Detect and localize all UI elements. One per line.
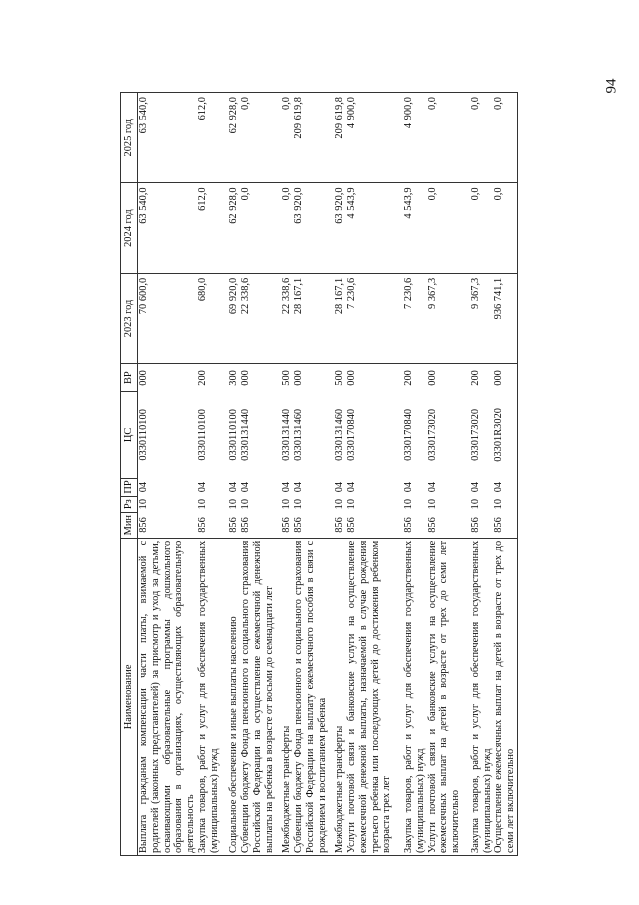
row-min: 856: [196, 517, 208, 533]
row-cs: 0330110100: [196, 409, 208, 461]
row-2023: 22 338,6: [240, 273, 281, 363]
table-row: [240, 93, 281, 856]
row-name: Осуществление ежемесячных выплат на детей в возрасте от трех до семи лет включительно: [493, 538, 517, 855]
row-name: Услуги почтовой связи и банковские услуги на осуществление ежемесячной денежной выплаты, назначаемой в случае рождения третьего ребенка или последующих детей до достижения ребенком возраста трех лет: [346, 538, 403, 855]
row-vr: 000: [493, 364, 517, 392]
row-name: Закупка товаров, работ и услуг для обеспечения государственных (муниципальных) нужд: [470, 538, 494, 855]
row-rz: 10: [240, 498, 251, 510]
row-2023: 28 167,1: [334, 273, 346, 363]
table-body: [138, 93, 518, 856]
table-row: [293, 93, 334, 856]
row-pr: 04: [240, 481, 251, 493]
row-min: 856: [346, 517, 357, 533]
row-vr: 200: [469, 370, 481, 386]
row-cs: 0330131440: [281, 408, 293, 461]
row-cs: 0330131440: [240, 408, 251, 461]
budget-table-sheet: [120, 92, 588, 856]
row-name: Закупка товаров, работ и услуг для обеспечения государственных (муниципальных) нужд: [197, 538, 229, 855]
row-min: 856: [426, 517, 438, 533]
row-cs: 03301R3020: [493, 392, 517, 478]
row-rz: 10: [334, 498, 346, 510]
table-row: [403, 93, 427, 856]
row-cs: 0330170840: [403, 408, 414, 461]
row-2025: 612,0: [197, 93, 229, 183]
table-row: [493, 93, 517, 856]
row-2023: 680,0: [197, 273, 229, 363]
row-2024: 0,0: [281, 183, 293, 273]
page-number: 94: [603, 78, 620, 94]
row-rz: 10: [293, 498, 304, 510]
header-2024: 2024 год: [121, 183, 138, 273]
row-2023: 9 367,3: [427, 273, 470, 363]
row-2023: 28 167,1: [293, 273, 334, 363]
header-pr: ПР: [121, 478, 138, 496]
row-min: 856: [403, 517, 414, 533]
row-min: 856: [469, 517, 481, 533]
row-2025: 63 540,0: [138, 93, 197, 183]
row-rz: 10: [138, 498, 149, 510]
row-pr: 04: [196, 481, 208, 493]
row-min: 856: [293, 517, 304, 533]
row-2025: 209 619,8: [293, 93, 334, 183]
row-rz: 10: [426, 498, 438, 510]
row-cs: 0330110100: [138, 409, 149, 461]
row-rz: 10: [228, 498, 240, 510]
row-2023: 22 338,6: [281, 273, 293, 363]
row-2023: 9 367,3: [470, 273, 494, 363]
row-name: Социальное обеспечение и иные выплаты населению: [228, 538, 240, 855]
row-pr: 04: [334, 481, 346, 493]
row-2024: 62 928,0: [228, 183, 240, 273]
row-rz: 10: [281, 498, 293, 510]
row-2023: 936 741,1: [493, 273, 517, 363]
row-pr: 04: [293, 481, 304, 493]
row-2025: 62 928,0: [228, 93, 240, 183]
table-header-row: [121, 93, 138, 856]
row-2024: 612,0: [197, 183, 229, 273]
row-2024: 63 920,0: [293, 183, 334, 273]
row-pr: 04: [228, 481, 240, 493]
row-2025: 4 900,0: [346, 93, 403, 183]
row-2023: 7 230,6: [346, 273, 403, 363]
row-cs: 0330173020: [469, 408, 481, 461]
header-2025: 2025 год: [121, 93, 138, 183]
row-name: Субвенции бюджету Фонда пенсионного и социального страхования Российской Федерации на осуществление ежемесячной денежной выплаты на ребенка в возрасте от восьми до семнадцати лет: [240, 538, 281, 855]
row-2024: 4 543,9: [403, 183, 427, 273]
row-2025: 0,0: [470, 93, 494, 183]
row-vr: 500: [281, 370, 293, 386]
row-min: 856: [240, 517, 251, 533]
header-name: Наименование: [121, 538, 138, 855]
row-cs: 0330110100: [228, 409, 240, 461]
row-vr: 000: [240, 370, 251, 386]
row-pr: 04: [426, 481, 438, 493]
row-pr: 04: [493, 478, 517, 496]
table-row: [334, 93, 346, 856]
budget-table: [120, 92, 518, 856]
row-vr: 200: [403, 370, 414, 386]
header-min: Мин: [121, 512, 138, 538]
row-2024: 0,0: [240, 183, 281, 273]
row-name: Закупка товаров, работ и услуг для обеспечения государственных (муниципальных) нужд: [403, 538, 427, 855]
row-rz: 10: [403, 498, 414, 510]
row-2024: 4 543,9: [346, 183, 403, 273]
row-2024: 0,0: [427, 183, 470, 273]
table-row: [470, 93, 494, 856]
row-name: Межбюджетные трансферты: [281, 538, 293, 855]
row-vr: 500: [334, 370, 346, 386]
row-vr: 000: [138, 370, 149, 386]
row-rz: 10: [196, 498, 208, 510]
header-rz: Рз: [121, 496, 138, 512]
row-pr: 04: [469, 481, 481, 493]
row-vr: 000: [426, 370, 438, 386]
row-2024: 63 920,0: [334, 183, 346, 273]
row-min: 856: [493, 512, 517, 538]
row-2023: 69 920,0: [228, 273, 240, 363]
row-rz: 10: [346, 498, 357, 510]
table-row: [197, 93, 229, 856]
row-name: Межбюджетные трансферты: [334, 538, 346, 855]
row-name: Выплата гражданам компенсации части платы, взимаемой с родителей (законных представителей) за присмотр и уход за детьми, осваивающими образовательные программы дошкольного образования в организациях, осуществляющих образовательную деятельность: [138, 538, 197, 855]
row-cs: 0330131460: [334, 408, 346, 461]
row-min: 856: [228, 517, 240, 533]
row-pr: 04: [281, 481, 293, 493]
table-row: [346, 93, 403, 856]
row-2025: 4 900,0: [403, 93, 427, 183]
row-min: 856: [281, 517, 293, 533]
row-2024: 0,0: [493, 183, 517, 273]
row-vr: 000: [346, 370, 357, 386]
table-row: [228, 93, 240, 856]
row-cs: 0330173020: [426, 408, 438, 461]
row-name: Услуги почтовой связи и банковские услуги на осуществление ежемесячных выплат на детей в возрасте от трех до семи лет включительно: [427, 538, 470, 855]
row-pr: 04: [346, 481, 357, 493]
table-row: [281, 93, 293, 856]
header-vr: ВР: [121, 364, 138, 392]
row-cs: 0330170840: [346, 408, 357, 461]
row-rz: 10: [493, 496, 517, 512]
row-name: Субвенции бюджету Фонда пенсионного и социального страхования Российской Федерации на выплату ежемесячного пособия в связи с рождением и воспитанием ребенка: [293, 538, 334, 855]
row-min: 856: [334, 517, 346, 533]
row-2024: 0,0: [470, 183, 494, 273]
row-2023: 70 600,0: [138, 273, 197, 363]
row-vr: 200: [196, 370, 208, 386]
row-2025: 0,0: [427, 93, 470, 183]
row-cs: 0330131460: [293, 408, 304, 461]
row-2025: 0,0: [493, 93, 517, 183]
row-min: 856: [138, 517, 149, 533]
row-2025: 0,0: [281, 93, 293, 183]
row-pr: 04: [403, 481, 414, 493]
header-cs: ЦС: [121, 392, 138, 478]
row-vr: 000: [293, 370, 304, 386]
row-rz: 10: [469, 498, 481, 510]
row-2023: 7 230,6: [403, 273, 427, 363]
row-2025: 209 619,8: [334, 93, 346, 183]
row-2024: 63 540,0: [138, 183, 197, 273]
table-row: [138, 93, 197, 856]
table-row: [427, 93, 470, 856]
row-vr: 300: [228, 370, 240, 386]
header-2023: 2023 год: [121, 273, 138, 363]
row-pr: 04: [138, 481, 149, 493]
row-2025: 0,0: [240, 93, 281, 183]
